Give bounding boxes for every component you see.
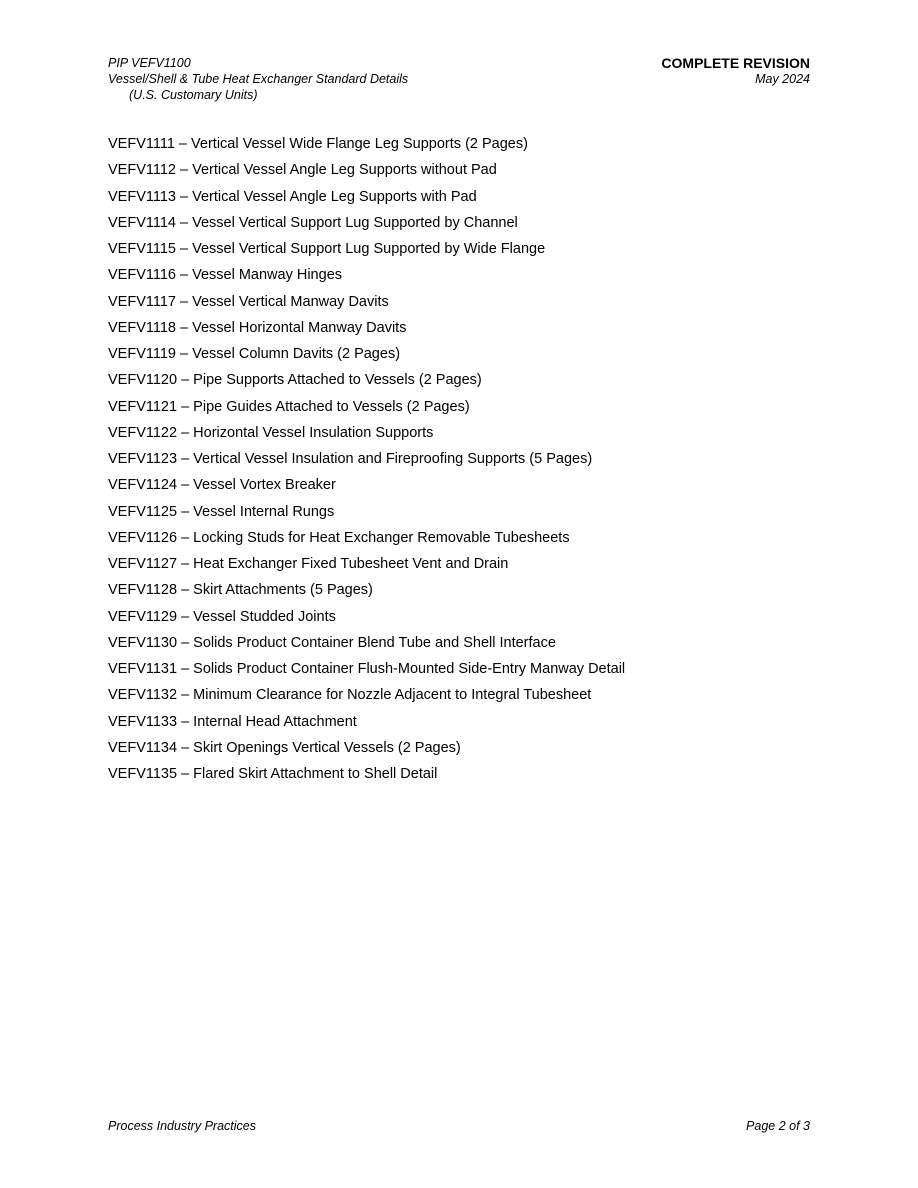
doc-number: PIP VEFV1100 (108, 56, 191, 70)
list-item: VEFV1127 – Heat Exchanger Fixed Tubesheet Vent and Drain (108, 556, 509, 572)
detail-list (108, 131, 625, 787)
list-item: VEFV1112 – Vertical Vessel Angle Leg Supports without Pad (108, 162, 497, 179)
header-right (661, 55, 810, 87)
list-item: VEFV1132 – Minimum Clearance for Nozzle Adjacent to Integral Tubesheet (108, 687, 592, 704)
list-item: VEFV1126 – Locking Studs for Heat Exchanger Removable Tubesheets (108, 529, 570, 546)
list-item: VEFV1135 – Flared Skirt Attachment to Shell Detail (108, 766, 438, 782)
list-item: VEFV1128 – Skirt Attachments (5 Pages) (108, 582, 373, 599)
list-item: VEFV1119 – Vessel Column Davits (2 Pages) (108, 346, 401, 362)
revision-date: May 2024 (755, 72, 810, 86)
list-item: VEFV1117 – Vessel Vertical Manway Davits (108, 293, 389, 310)
list-item: VEFV1120 – Pipe Supports Attached to Vessels (2 Pages) (108, 372, 482, 389)
list-item: VEFV1121 – Pipe Guides Attached to Vessels (2 Pages) (108, 398, 470, 415)
list-item: VEFV1114 – Vessel Vertical Support Lug Supported by Channel (108, 214, 518, 231)
revision-label: COMPLETE REVISION (661, 55, 810, 71)
units-label: (U.S. Customary Units) (129, 88, 258, 102)
list-item: VEFV1123 – Vertical Vessel Insulation and Fireproofing Supports (5 Pages) (108, 451, 593, 467)
doc-title: Vessel/Shell & Tube Heat Exchanger Standard Details (108, 72, 409, 86)
page-number: Page 2 of 3 (746, 1119, 810, 1133)
list-item: VEFV1116 – Vessel Manway Hinges (108, 267, 343, 284)
list-item: VEFV1133 – Internal Head Attachment (108, 713, 357, 730)
header-left (108, 55, 408, 103)
footer-organization: Process Industry Practices (108, 1119, 256, 1133)
list-item: VEFV1124 – Vessel Vortex Breaker (108, 477, 336, 494)
list-item: VEFV1111 – Vertical Vessel Wide Flange Leg Supports (2 Pages) (108, 136, 528, 152)
list-item: VEFV1115 – Vessel Vertical Support Lug Supported by Wide Flange (108, 241, 546, 257)
list-item: VEFV1134 – Skirt Openings Vertical Vessels (2 Pages) (108, 739, 461, 756)
list-item: VEFV1129 – Vessel Studded Joints (108, 608, 336, 625)
list-item: VEFV1122 – Horizontal Vessel Insulation Supports (108, 424, 434, 441)
list-item: VEFV1118 – Vessel Horizontal Manway Davits (108, 319, 407, 336)
list-item: VEFV1131 – Solids Product Container Flush-Mounted Side-Entry Manway Detail (108, 661, 626, 677)
list-item: VEFV1113 – Vertical Vessel Angle Leg Supports with Pad (108, 188, 477, 205)
list-item: VEFV1125 – Vessel Internal Rungs (108, 503, 335, 520)
list-item: VEFV1130 – Solids Product Container Blend Tube and Shell Interface (108, 634, 556, 651)
